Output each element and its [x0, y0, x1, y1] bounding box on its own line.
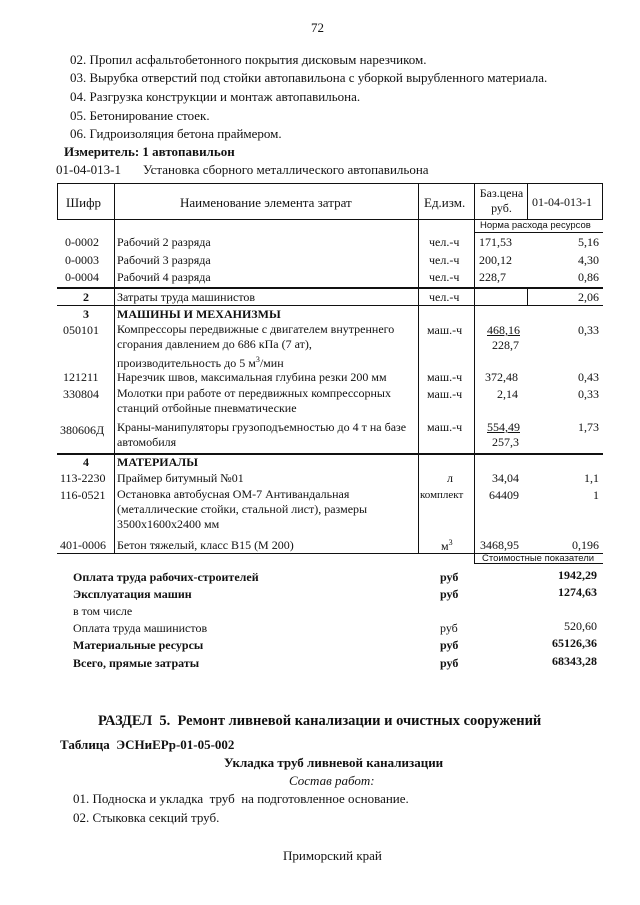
meter-label: Измеритель: 1 автопавильон: [64, 144, 235, 159]
header-price: Баз.цена: [479, 186, 524, 200]
subtitle: Укладка труб ливневой канализации: [224, 755, 444, 770]
section-title: РАЗДЕЛ 5. Ремонт ливневой канализации и очистных сооружений: [98, 713, 542, 729]
work-item: 02. Стыковка секций труб.: [73, 810, 220, 825]
work-item: 03. Вырубка отверстий под стойки автопавильона с уборкой вырубленного материала.: [70, 70, 548, 85]
work-item: 05. Бетонирование стоек.: [70, 108, 210, 123]
header-code: Шифр: [66, 195, 101, 210]
page-number: 72: [311, 20, 324, 35]
header-column-code: 01-04-013-1: [532, 195, 592, 209]
header-price-unit: руб.: [491, 201, 512, 215]
header-norm: Норма расхода ресурсов: [480, 220, 591, 231]
work-item: 04. Разгрузка конструкции и монтаж автопавильона.: [70, 89, 361, 104]
works-heading: Состав работ:: [289, 773, 375, 788]
cost-header: Стоимостные показатели: [482, 553, 595, 564]
header-unit: Ед.изм.: [424, 195, 466, 210]
item-title: Установка сборного металлического автопавильона: [143, 162, 429, 177]
page-footer: Приморский край: [283, 848, 382, 863]
item-code: 01-04-013-1: [56, 162, 121, 177]
table-reference: Таблица ЭСНиЕРр-01-05-002: [60, 737, 235, 752]
header-name: Наименование элемента затрат: [180, 195, 352, 210]
work-item: 01. Подноска и укладка труб на подготовленное основание.: [73, 791, 409, 806]
work-item: 02. Пропил асфальтобетонного покрытия дисковым нарезчиком.: [70, 52, 427, 67]
work-item: 06. Гидроизоляция бетона праймером.: [70, 126, 282, 141]
